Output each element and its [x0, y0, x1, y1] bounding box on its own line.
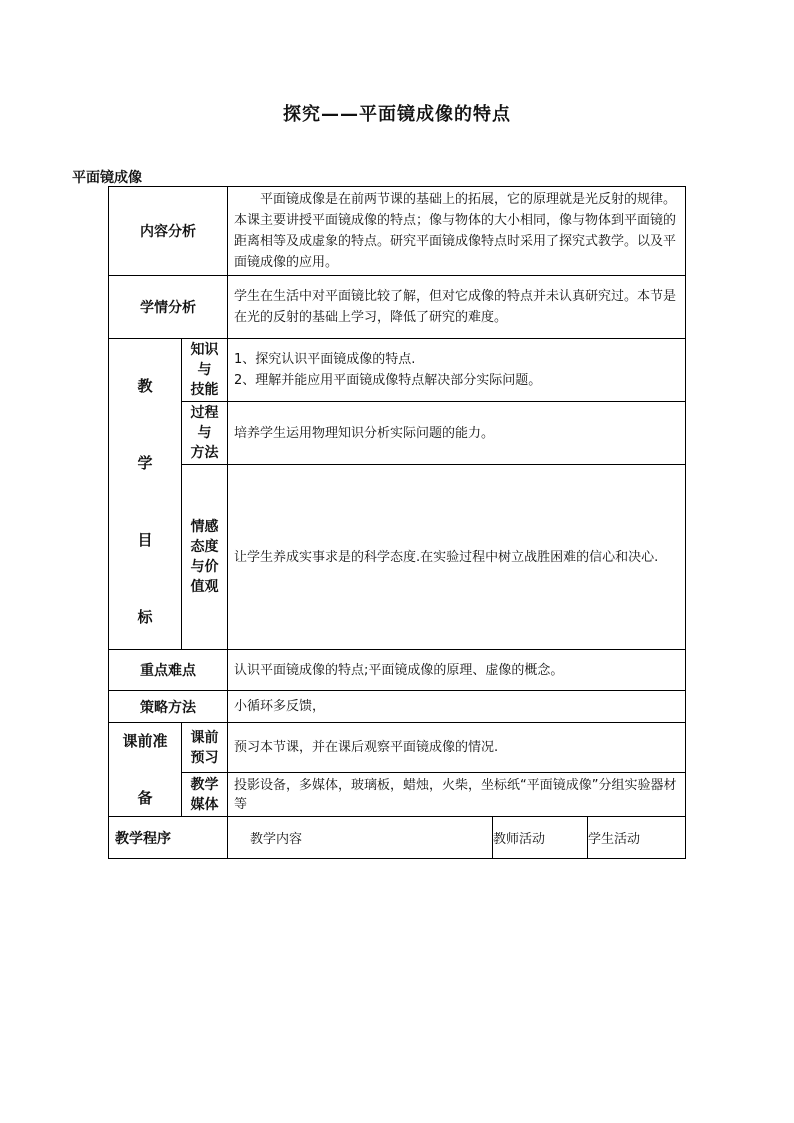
content-analysis-label: 内容分析	[109, 187, 228, 276]
label-line: 与	[197, 425, 212, 441]
student-analysis-label: 学情分析	[109, 276, 228, 339]
label-line: 知识	[190, 342, 219, 358]
goal-knowledge-row	[109, 339, 686, 402]
preparation-char: 备	[137, 788, 153, 807]
label-line: 预习	[190, 749, 219, 766]
label-line: 值观	[190, 579, 219, 595]
page-title: 探究——平面镜成像的特点	[283, 104, 511, 125]
teaching-goals-char: 目	[137, 531, 153, 549]
content-analysis-text: 平面镜成像是在前两节课的基础上的拓展，它的原理就是光反射的规律。本课主要讲授平面镜成像的特点；像与物体的大小相同，像与物体到平面镜的距离相等及成虚象的特点。研究平面镜成像特点时采用了探究式教学。以及平面镜成像的应用。	[228, 187, 686, 276]
section-subtitle: 平面镜成像	[72, 170, 142, 186]
label-line: 方法	[190, 445, 219, 461]
prep-media-row	[109, 773, 686, 817]
text-line: 1、探究认识平面镜成像的特点.	[234, 352, 416, 367]
media-text: 投影设备，多媒体，玻璃板，蜡烛，火柴，坐标纸“平面镜成像”分组实验器材等	[228, 773, 686, 817]
student-activity-label: 学生活动	[588, 817, 686, 859]
key-points-row	[109, 650, 686, 691]
teacher-activity-label: 教师活动	[493, 817, 588, 859]
knowledge-skills-label	[182, 339, 228, 402]
teaching-goals-label	[109, 339, 182, 650]
key-points-label: 重点难点	[109, 650, 228, 691]
process-method-text: 培养学生运用物理知识分析实际问题的能力。	[228, 402, 686, 465]
teaching-goals-char: 教	[137, 377, 153, 395]
label-line: 情感	[190, 519, 219, 535]
goal-process-row	[109, 402, 686, 465]
emotion-values-text: 让学生养成实事求是的科学态度.在实验过程中树立战胜困难的信心和决心.	[228, 465, 686, 650]
teaching-goals-char: 标	[137, 608, 153, 626]
strategy-label: 策略方法	[109, 691, 228, 723]
teaching-goals-char: 学	[137, 454, 153, 472]
procedure-label: 教学程序	[109, 817, 228, 859]
procedure-header-row	[109, 817, 686, 859]
label-line: 技能	[190, 382, 219, 398]
goal-emotion-row	[109, 465, 686, 650]
preview-label	[182, 723, 228, 773]
student-analysis-row	[109, 276, 686, 339]
label-line: 媒体	[190, 796, 219, 813]
label-line: 过程	[190, 405, 219, 421]
strategy-row	[109, 691, 686, 723]
prep-preview-row	[109, 723, 686, 773]
label-line: 与	[197, 362, 212, 378]
label-line: 态度	[190, 539, 219, 555]
process-method-label	[182, 402, 228, 465]
student-analysis-text: 学生在生活中对平面镜比较了解，但对它成像的特点并未认真研究过。本节是在光的反射的基础上学习，降低了研究的难度。	[228, 276, 686, 339]
text-line: 2、理解并能应用平面镜成像特点解决部分实际问题。	[234, 373, 542, 388]
lesson-plan-table	[108, 186, 686, 859]
label-line: 教学	[190, 776, 219, 793]
media-label	[182, 773, 228, 817]
label-line: 课前	[190, 729, 219, 746]
preview-text: 预习本节课，并在课后观察平面镜成像的情况.	[228, 723, 686, 773]
label-line: 与价	[190, 559, 219, 575]
knowledge-skills-text	[228, 339, 686, 402]
strategy-text: 小循环多反馈，	[228, 691, 686, 723]
preparation-char: 课前准	[122, 731, 168, 750]
emotion-values-label	[182, 465, 228, 650]
key-points-text: 认识平面镜成像的特点;平面镜成像的原理、虚像的概念。	[228, 650, 686, 691]
content-analysis-row	[109, 187, 686, 276]
preparation-label	[109, 723, 182, 817]
content-col-label: 教学内容	[228, 817, 493, 859]
